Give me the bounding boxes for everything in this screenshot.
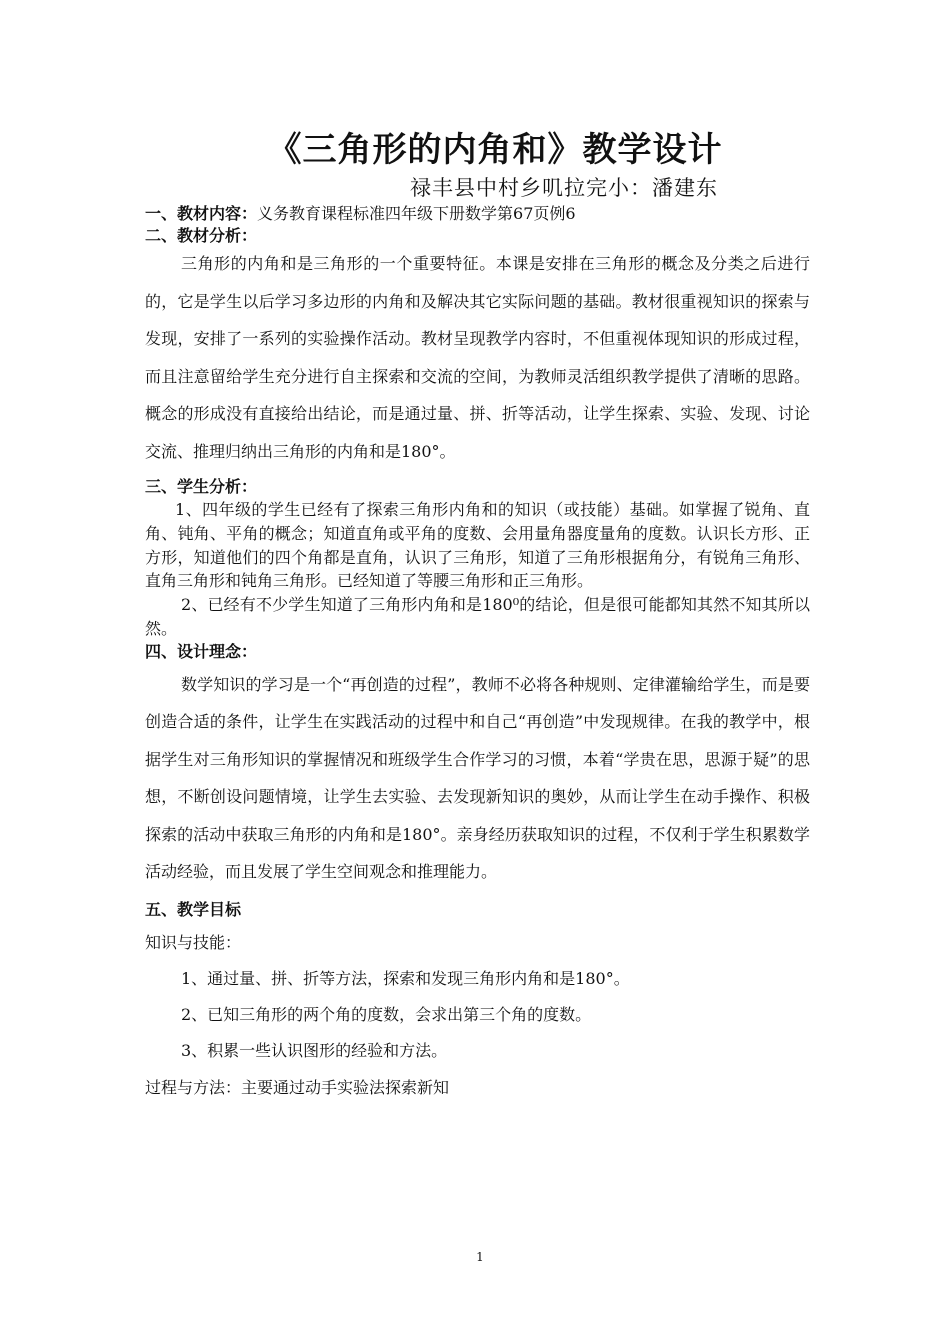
section-4-heading: 四、设计理念： [145,641,258,661]
document-author: 禄丰县中村乡叽拉完小：潘建东 [410,176,718,200]
section-5-heading: 五、教学目标 [145,899,242,919]
objective-item: 3、积累一些认识图形的经验和方法。 [181,1041,448,1061]
section-2-heading: 二、教材分析： [145,226,258,245]
section-3-paragraph-2: 2、已经有不少学生知道了三角形内角和是180⁰的结论，但是很可能都知其然不知其所以然。 [145,595,810,638]
section-1-content: 义务教育课程标准四年级下册数学第67页例6 [257,204,576,223]
section-3-paragraph-1: 1、四年级的学生已经有了探索三角形内角和的知识（或技能）基础。如掌握了锐角、直角、钝角、平角的概念；知道直角或平角的度数、会用量角器度量角的度数。认识长方形、正方形，知道他们的四个角都是直角，认识了三角形，知道了三角形根据角分，有锐角三角形、直角三角形和钝角三角形。已经知道了等腰三角形和正三角形。 [145,500,810,591]
document-title: 《三角形的内角和》教学设计 [267,130,723,170]
section-4-paragraph: 数学知识的学习是一个“再创造的过程”，教师不必将各种规则、定律灌输给学生，而是要创造合适的条件，让学生在实践活动的过程中和自己“再创造”中发现规律。在我的教学中，根据学生对三角形知识的掌握情况和班级学生合作学习的习惯，本着“学贵在思，思源于疑”的思想，不断创设问题情境，让学生去实验、去发现新知识的奥妙，从而让学生在动手操作、积极探索的活动中获取三角形的内角和是180°。亲身经历获取知识的过程，不仅利于学生积累数学活动经验，而且发展了学生空间观念和推理能力。 [145,674,810,882]
objective-item: 2、已知三角形的两个角的度数，会求出第三个角的度数。 [181,1005,592,1025]
page-number: 1 [476,1250,484,1264]
section-3-heading: 三、学生分析： [145,477,258,496]
document-body [145,203,810,1107]
section-1-title: 一、教材内容： [145,204,258,223]
objective-item: 1、通过量、拼、折等方法，探索和发现三角形内角和是180°。 [181,969,630,989]
section-5-subheading: 知识与技能： [145,932,242,952]
section-2-paragraph: 三角形的内角和是三角形的一个重要特征。本课是安排在三角形的概念及分类之后进行的，它是学生以后学习多边形的内角和及解决其它实际问题的基础。教材很重视知识的探索与发现，安排了一系列的实验操作活动。教材呈现教学内容时，不但重视体现知识的形成过程，而且注意留给学生充分进行自主探索和交流的空间，为教师灵活组织教学提供了清晰的思路。概念的形成没有直接给出结论，而是通过量、拼、折等活动，让学生探索、实验、发现、讨论交流、推理归纳出三角形的内角和是180°。 [145,254,810,461]
section-1-heading [145,203,810,225]
process-method-line: 过程与方法：主要通过动手实验法探索新知 [145,1078,450,1098]
